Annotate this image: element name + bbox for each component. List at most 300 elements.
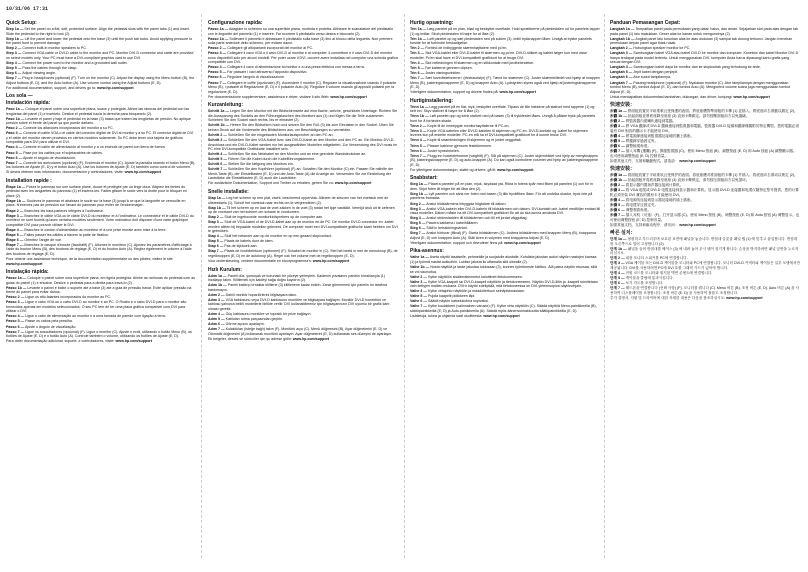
step-item <box>6 107 196 116</box>
step-label: Passo 2 — <box>6 295 25 300</box>
step-item <box>208 327 398 336</box>
step-label: Langkah 6 — <box>610 75 633 80</box>
support-link[interactable]: www.hp.com/support <box>6 261 43 266</box>
step-item <box>610 247 800 256</box>
step-text: Schließen Sie den Kopfhörer (optional) (F) an. Schalten Sie den Monitor (C) ein. Passen Sie mithilfe der Menü-Taste (B), der Einstelltasten (E, D) und der Auto-Taste (A) die Anzeige an. Verwenden Sie zur Einstellung der Lautstärke die Einstelltasten (E, D) auch die Lautstärke. <box>208 167 394 181</box>
step-text: Dahili monitör hoparlörlerini bilgisayara takın. <box>225 292 298 297</box>
step-item <box>410 124 600 129</box>
step-label: Étape 5 — <box>6 232 24 237</box>
step-text: Slut netledningen til skærmen og en stikkontakt med jordforbindelse. <box>425 60 535 65</box>
step-item <box>6 214 196 228</box>
step-item <box>610 75 800 80</box>
step-item <box>610 276 800 281</box>
step-item <box>208 81 398 95</box>
step-text: Nosta näyttöä ja laske jalustaa tukiosaan (3), kunnes työntöneste lukittuu. Älä paina näytön etuosaa, sillä se voi vaurioitua. <box>410 265 598 274</box>
support-link[interactable]: www.hp.com/support <box>497 167 534 172</box>
step-label: Trinn 7 — <box>410 153 427 158</box>
step-text: Conecte el cable VGA o el cable del conector digital de DVI al monitor y a su PC. El conector digital de DVI y el cable del monitor vienen provistos en ciertos modelos solamente. Su PC debe tener una tarjeta de gráficos compatible para DVI para utilizar el DVI. <box>6 131 194 145</box>
step-item <box>208 234 398 239</box>
step-text: 將纜線穿過固定夾。 <box>625 138 659 143</box>
support-text: Für zusätzliche Dokumentation, Support und Treiber zu erhalten, gehen Sie zu: <box>208 181 334 186</box>
step-item <box>410 192 600 201</box>
step-label: Adım 5 — <box>208 317 225 322</box>
support-text: Ek belgeler, destek ve sürücüler için şu adrese gidin: <box>208 336 292 341</box>
support-link[interactable]: www.hp.com/support <box>504 240 541 245</box>
step-label: Stap 5 — <box>208 239 224 244</box>
step-item <box>208 215 398 220</box>
instruction-section <box>610 102 800 163</box>
step-label: Vaihe 4 — <box>410 289 427 294</box>
step-label: Paso 7 — <box>6 160 23 165</box>
step-text: Ligue os alto-falantes incorporados do monitor ao PC. <box>25 295 112 300</box>
step-text: 케이블을 클립에 통과시킵니다. <box>625 276 674 281</box>
step-label: 단계 6 — <box>610 281 625 286</box>
step-text: Kulaklıkları (isteğe bağlı) takın (F). Monitörü açın (C). Menü düğmesini (B), Ayar düğmelerini (E, D) ve Otomatik düğmesini (A) kullanarak monitörü ayarlayın. Ayar düğmelerini (E, D) kullanarak ses düzeyini de ayarlayın. <box>208 327 393 336</box>
step-item <box>208 312 398 317</box>
step-text: Atur sudut tampilannya. <box>633 75 671 80</box>
print-stamp: 10/31/06 17:31 <box>6 6 49 12</box>
step-text: 将面板放置于平坦柔软且受保护的表面。将底座槽对准面板的卡榫 (1) 并插入。将底座向右滑动以锁定 (2)。 <box>627 173 798 178</box>
step-item <box>208 244 398 249</box>
step-label: Passo 2 — <box>208 46 227 51</box>
step-text: Ligue o cabo de alimentação ao monitor e a uma tomada de parede com ligação à terra. <box>25 314 166 319</box>
step-text: Soulevez le panneau et abaissez le socle sur la base (3) jusqu'à ce que la languette se verrouille en place. N'exercez pas de pression sur l'avant du panneau pour éviter de l'endommager. <box>6 198 186 208</box>
step-label: Paso 5 — <box>6 150 23 155</box>
step-text: 將電源線連接到監視器及接地的牆上插座。 <box>625 133 695 138</box>
step-item <box>410 154 600 168</box>
step-label: 步驟 2 — <box>610 119 625 124</box>
step-text: Levante o painel e baixe o suporte até a base (3) até a guia de pressão travar. Evite aplicar pressão na frente do painel para evitar danos. <box>6 285 192 295</box>
step-label: Schritt 7 — <box>208 167 227 172</box>
section-subtitle: Instalación rápida: <box>6 100 51 107</box>
step-label: Steg 3 — <box>410 206 426 211</box>
step-text: 헤드폰을 연결합니다 (선택 사항) (F). 모니터를 켭니다 (C). Menu 버튼 (B), 조정 버튼 (E, D), Auto 버튼 (A) 을 사용하여 디스플레이를 조정합니다. 조정 버튼 (E, D) 을 사용하여 볼륨도 조정합니다. <box>610 286 799 295</box>
step-label: 步骤 4 — <box>610 197 625 202</box>
step-text: Pujota kaapelit pidikkeen läpi. <box>427 294 476 299</box>
step-item <box>410 138 600 143</box>
step-item <box>610 208 800 213</box>
step-text: Kytke näyttöön sisäänrakennetut kaiuttimet tietokoneeseen. <box>427 274 523 279</box>
support-footer <box>208 95 398 100</box>
step-item <box>610 261 800 270</box>
step-text: Paneli kaldırıp tırnaklar kilitlene (3) kilitlenene kadar indirin. Zarar görmemesi için panelin ön tarafına bastırmayın. <box>208 283 387 292</box>
support-footer <box>610 159 800 164</box>
step-item <box>610 271 800 276</box>
step-label: Trinn 4 — <box>410 138 427 143</box>
step-label: Passo 4 — <box>6 314 25 319</box>
step-label: Stap 1b — <box>208 205 226 210</box>
support-link[interactable]: www.hp.com/support <box>733 94 770 99</box>
step-label: Step 1a — <box>6 27 24 31</box>
step-item <box>208 196 398 205</box>
step-label: 步驟 1b — <box>610 114 627 119</box>
step-text: 将电源线连接到显示器及接地的墙上插座。 <box>625 197 695 202</box>
section-title: Panduan Pemasangan Cepat: <box>610 20 681 26</box>
step-label: Paso 1a — <box>6 107 25 112</box>
support-footer <box>410 314 600 319</box>
step-text: Führen Sie die Kabel durch die Kabelführungsklemme. <box>227 157 316 162</box>
step-label: Steg 6 — <box>410 226 426 231</box>
step-label: Adım 1a — <box>208 273 227 278</box>
step-item <box>6 319 196 324</box>
step-label: 단계 7 — <box>610 286 625 291</box>
support-footer <box>208 181 398 186</box>
step-item <box>6 161 196 170</box>
step-label: Trin 5 — <box>410 65 425 70</box>
step-item <box>208 138 398 152</box>
support-footer <box>410 90 600 95</box>
step-label: 步驟 1a — <box>610 109 627 114</box>
step-text: Heben Sie den Bildschirm hoch und setzen Sie den Fuß (3) bis zum Einrasten in den Sockel. Üben Sie keinen Druck auf die Vorderseite des Bildschirms aus, um Beschädigungen zu vermeiden. <box>208 123 394 132</box>
step-item <box>208 65 398 70</box>
step-text: Angkat panel lalu turunkan alas ke atas dudukan (3) sampai tab dorong terkunci. Jangan menekan permukaan depan panel agar tidak rusak. <box>610 36 793 46</box>
section-title: 빠른 설치: <box>610 230 633 237</box>
step-label: Adım 7 — <box>208 327 225 332</box>
column-4 <box>610 20 800 303</box>
step-item <box>410 221 600 226</box>
step-text: Branchez le cordon d'alimentation au moniteur et à une prise murale avec mise à la terre. <box>24 227 167 232</box>
step-text: Leg het scherm op een plat, zacht, beschermd oppervlak. Allineer de sleuven van het voetstuk met de uitsteeksels (1). Schuif het voetstuk naar rechts om te vergrendelen (2). <box>208 195 389 205</box>
step-item <box>410 289 600 294</box>
step-text: Løft panelet opp og senk stativet ned på basen (3) til trykkfestet låses. Unngå å påføre trykk på panelets front for å forhindre skade. <box>410 114 596 123</box>
step-text: Til het scherm op en laat de voet zakken in de voet (3) totdat het lipje vastklikt. Vermijd druk uit te oefenen op de voorkant van het scherm om schade te voorkomen. <box>208 205 395 215</box>
step-item <box>6 76 196 85</box>
step-label: Trin 7 — <box>410 75 425 80</box>
step-label: Trin 1a — <box>410 27 427 31</box>
step-label: Langkah 1a — <box>610 27 635 31</box>
step-text: Aseta näyttö tasaiselle, pehmeälle ja suojatulle alustalle. Kohdista jalustan aukot näytön nastojen kanssa (1) ja työnnä nastat aukkoihin. Lukitse jalusta liu'uttamalla sitä oikealle (2). <box>410 255 597 264</box>
step-text: 插入耳機 (選購) (F)。開啟監視器 (C)。使用 Menu 按鈕 (B)、調整按鈕 (E, D) 和 Auto 按鈕 (A) 調整顯示器。也可使用調整按鈕 (E, D) 控制音量。 <box>610 149 797 158</box>
step-text: Lift the panel and lower the pedestal onto the base (3) until the push tab locks. Avoid applying pressure to the panel front to prevent damage. <box>6 36 193 46</box>
step-label: 步驟 5 — <box>610 138 625 143</box>
step-item <box>610 27 800 36</box>
support-link[interactable]: www.hp.com/support <box>679 158 716 163</box>
step-text: Collegare il cavo di alimentazione al monitor e a una presa elettrica con messa a terra. <box>227 65 365 70</box>
step-label: Vaihe 2 — <box>410 274 427 279</box>
step-text: Passe os cabos pela presilha. <box>25 319 73 324</box>
step-text: Stellen Sie die Neigung des Monitors ein. <box>227 162 294 167</box>
step-text: Sæt hovedtelefonerne i (ekstraudstyr) (F). Tænd for skærmen (C). Juster skærmbilledet ved hjælp af knappen Menu (B), justeringsknapperne (E, D) og knappen Auto (A). Lydstyrken styres også ved hjælp af justeringsknapperne (E, D). <box>410 75 600 90</box>
step-item <box>6 151 196 156</box>
step-text: Kytke virtajohto näyttöön ja maadoitettuun seinäpistorasiaan. <box>427 289 525 294</box>
step-item <box>410 71 600 76</box>
step-item <box>610 213 800 222</box>
support-link[interactable]: www.hp.com/support <box>124 170 162 175</box>
step-item <box>208 123 398 132</box>
step-item <box>410 46 600 51</box>
step-label: Passo 5 — <box>208 70 227 75</box>
step-item <box>610 70 800 75</box>
step-label: Passo 1a — <box>208 27 229 31</box>
step-label: 步驟 7 — <box>610 149 625 154</box>
step-item <box>6 117 196 126</box>
step-item <box>410 226 600 231</box>
step-text: Paneli düz, yumuşak ve korunaklı bir yüzeye yerleştirin. Kaidenin yuvalarını panelin tırnaklarıyla (1) hizalayıp takın. Kilitlemek için kaideyi sağa doğru kaydırın (2). <box>208 273 385 283</box>
step-text: Görme açısını ayarlayın. <box>225 322 265 327</box>
step-item <box>610 188 800 197</box>
step-text: Branchez le câble VGA ou le câble DVI-D du moniteur et à l'ordinateur. Le connecteur et le câble DVI-D du moniteur ne sont fournis qu'avec certains modèles seulement. Votre ordinateur doit disposer d'une carte graphique compatible DVI pour pouvoir utiliser le DVI. <box>6 213 194 227</box>
step-text: Far passare i cavi attraverso l'apposito dispositivo. <box>227 70 308 75</box>
step-item <box>410 299 600 304</box>
step-label: Trinn 6 — <box>410 148 427 153</box>
step-label: Schritt 3 — <box>208 137 227 142</box>
instruction-section <box>410 98 600 173</box>
step-item <box>208 152 398 157</box>
step-text: Sluit de ingebouwde monitorluidsprekers op de computer aan. <box>224 215 324 220</box>
support-link[interactable]: www.hp.com/support <box>334 181 372 186</box>
step-label: Vaihe 7 — <box>410 304 427 309</box>
step-text: Conecte los auriculares (opcional) (F). Encienda el monitor (C). Ajuste la pantalla usando el botón Menú (B), los botones de Ajuste (E, D) y el botón Auto (A). Use los botones de Ajuste (E, D) también como control de volumen. <box>6 160 196 170</box>
step-label: Steg 7 — <box>410 231 426 236</box>
support-text: Voor ondersteuning, verdere documentatie en stuurprogramma's: <box>208 259 312 264</box>
step-label: Trin 4 — <box>410 60 425 65</box>
support-footer <box>208 259 398 264</box>
step-label: Stap 6 — <box>208 244 224 249</box>
step-item <box>6 61 196 66</box>
step-item <box>208 206 398 215</box>
support-text: Pour obtenir une assistance technique, de la documentation supplémentaire ou des pilotes, visitez le site <box>6 256 173 261</box>
step-item <box>410 182 600 191</box>
support-link[interactable]: www.hp.com/support <box>312 259 350 264</box>
support-link[interactable]: www.hp.com/support <box>726 295 763 300</box>
step-item <box>208 157 398 162</box>
step-label: Étape 1a — <box>6 184 26 189</box>
step-text: Ställ in betraktningsvinkel. <box>426 226 468 231</box>
step-label: Trinn 3 — <box>410 128 427 133</box>
step-text: 내장 모니터 스피커를 PC에 연결합니다. <box>625 256 688 261</box>
step-item <box>6 233 196 238</box>
support-link[interactable]: www.hp.com/support <box>483 313 520 318</box>
step-label: 단계 1b — <box>610 246 627 251</box>
step-text: Før kablerne gennem clipsen. <box>425 65 473 70</box>
instruction-section <box>208 102 398 186</box>
step-item <box>208 46 398 51</box>
support-text: For ytterligere dokumentasjon, støtte og drivere, gå til: <box>410 167 497 172</box>
step-item <box>6 238 196 243</box>
support-link[interactable]: www.hp.com/support <box>499 90 536 95</box>
step-item <box>410 304 600 313</box>
step-text: VGA 케이블 또는 DVI-D 케이블을 모니터와 PC에 연결합니다. 모니터 DVI-D 커넥터와 케이블은 일부 모델에서만 제공됩니다. DVI를 사용하려면 PC에 DVI 호환 그래픽 카드가 있어야 합니다. <box>610 261 800 271</box>
step-label: 步骤 1a — <box>610 173 627 178</box>
step-item <box>410 114 600 123</box>
step-label: 步骤 2 — <box>610 183 625 188</box>
support-link[interactable]: www.hp.com/support <box>115 339 152 344</box>
section-title: 快速安裝： <box>610 102 636 109</box>
step-text: Kople VGA-kabelen eller DVI-D-kabelen til skjermen og PC-en. DVI-D-kontakt og -kabel for skjermen leveres kun på enkelte modeller. PC-en må ha et DVI-kompatibelt grafikkort for å kunne bruke DVI. <box>410 128 588 138</box>
step-item <box>208 274 398 283</box>
step-text: Schließen Sie den VGA-Kabel bzw. das DVI-D-Kabel an den Monitor und den PC an. Ein Monitor-DVI-D-Anschluss und ein DVI-D-Kabel werden nur bei ausgewählten Modellen mitgeliefert. Zur Verwendung des DVI muss im PC eine DVI-kompatible Grafikkarte installiert sein. <box>208 137 397 152</box>
instruction-section <box>410 20 600 95</box>
step-label: 단계 4 — <box>610 271 625 276</box>
support-footer <box>208 337 398 342</box>
support-text: Per documentazione supplementare, assistenza e driver, visitare il sito Web: <box>208 94 330 99</box>
step-item <box>208 239 398 244</box>
step-label: Trinn 1b — <box>410 114 429 119</box>
step-label: Langkah 3 — <box>610 51 633 56</box>
step-item <box>208 133 398 138</box>
instruction-section <box>6 93 196 175</box>
step-text: Kabloları tutma parçasından geçirin. <box>225 317 284 322</box>
step-label: Étape 7 — <box>6 242 24 247</box>
step-text: Posez le panneau sur une surface plane, douce et protégée par un linge doux. Alignez les fentes du pedestal avec les languettes du panneau (1) et insérez-les. Faites glisser le socle vers la droite pour le bloquer en place (2). <box>6 184 187 198</box>
step-label: 步驟 3 — <box>610 124 625 129</box>
step-label: Paso 1b — <box>6 116 25 121</box>
step-label: Trin 3 — <box>410 51 425 56</box>
step-item <box>410 255 600 264</box>
step-item <box>610 139 800 144</box>
instruction-section <box>208 189 398 264</box>
step-item <box>6 314 196 319</box>
step-label: 步驟 4 — <box>610 133 625 138</box>
support-footer <box>610 223 800 228</box>
step-label: Étape 1b — <box>6 198 26 203</box>
support-text: For additional documentation, support, and drivers go to: <box>6 85 97 90</box>
step-label: Adım 6 — <box>208 322 225 327</box>
step-text: Legg panelet på en flat, myk, beskyttet overflate. Tilpass de lille hakkene på stativet med tappene (1) og sett inn. Skyv stativet til høyre for å låse (2). <box>410 104 595 114</box>
support-text: Lisätietoja, tukea ja ohjaimia saat osoitteesta: <box>410 313 483 318</box>
step-label: 步骤 5 — <box>610 203 625 207</box>
column-2 <box>208 20 398 344</box>
step-label: Vaihe 5 — <box>410 294 427 299</box>
step-text: Læg panelet på en plan, blød og beskyttet overflade. Hold sprækkerne på piedestalen ud for panelets tapper (1) og indfør. Skub piedestalen til højre for at låse (2). <box>410 27 600 36</box>
step-label: Étape 3 — <box>6 213 24 218</box>
step-text: Ligue os auscultadores (opcional) (F). Ligue o monitor (C). Ajuste o ecrã, utilizando o botão Menu (B), os botões de Ajuste (E, D) e o botão Auto (A). Controle também o volume, utilizando os botões de Ajuste (E, D). <box>6 329 192 339</box>
step-item <box>410 207 600 216</box>
step-label: Step 2 — <box>6 46 22 51</box>
step-label: Passo 1b — <box>208 36 229 41</box>
step-item <box>410 37 600 46</box>
step-text: Faites passer les câbles à travers la patte de fixation. <box>24 232 110 237</box>
support-footer <box>410 241 600 246</box>
step-label: 步驟 6 — <box>610 144 625 149</box>
step-label: 단계 2 — <box>610 256 625 261</box>
step-item <box>410 294 600 299</box>
section-title: Pika-asennus: <box>410 248 444 255</box>
step-label: Trinn 1a — <box>410 104 429 109</box>
step-label: Step 1b — <box>6 36 24 41</box>
step-item <box>6 228 196 233</box>
step-item <box>610 134 800 139</box>
step-item <box>6 276 196 285</box>
support-text: 如需其他文档、支持和驱动程序，请访问： <box>610 222 679 227</box>
step-text: Kytke VGA-kaapeli tai DVI-D-kaapeli näyttöön ja tietokoneeseen. Näytön DVI-D-liitin ja -kaapeli toimitetaan vain tiettyjen mallien mukana. DVI:n käyttö edellyttää, että tietokoneessa on DVI-yhteensopiva näytönohjain. <box>410 279 598 289</box>
step-text: Pasang headphone (opsional) (F). Nyalakan monitor (C). Atur tampilannya dengan menggunakan tombol Menu (B), tombol Adjust (E, D), dan tombol Auto (A). Mengontrol volume suara juga menggunakan tombol Adjust (E, D). <box>610 80 791 94</box>
step-item <box>6 51 196 60</box>
step-item <box>410 202 600 207</box>
step-text: 抬起面板並將底座降至底座 (3) 直到卡榫鎖定。請勿按壓面板前方以免損壞。 <box>627 114 750 119</box>
step-label: Stap 7 — <box>208 249 224 254</box>
section-title: Kurzanleitung: <box>208 102 243 109</box>
step-item <box>610 124 800 133</box>
step-item <box>6 126 196 131</box>
step-label: Trin 6 — <box>410 70 425 75</box>
step-label: 단계 5 — <box>610 276 625 281</box>
step-label: Stap 1a — <box>208 195 226 200</box>
step-text: Tempatkan panel pada permukaan yang datar, halus, dan aman. Sejajarkan slot pada alas dengan tab pada panel (1) lalu masukkan. Geser alas ke kanan untuk menguncinya (2). <box>610 27 799 36</box>
step-label: Passo 1a — <box>6 276 27 281</box>
step-item <box>208 51 398 65</box>
instruction-section <box>410 175 600 245</box>
step-text: Schließen Sie das Netzkabel an den Monitor und an eine geerdete Wandsteckdose an. <box>227 152 367 157</box>
step-text: Connect VGA cable or DVI-D cable to the monitor and PC. Monitor DVI-D connector and cable are provided on select models only. Your PC must have a DVI-compliant graphics card to use DVI. <box>6 51 194 60</box>
step-label: Passo 3 — <box>6 300 25 305</box>
step-label: Passo 1b — <box>6 285 27 290</box>
step-text: Conecte el cable de alimentación al monitor y a un enchufe de pared con tierra de fuerza. <box>23 145 166 150</box>
support-text: Para obter documentação adicional, suporte, e controladores, visite: <box>6 339 115 344</box>
step-text: Anslut VGA-kabeln eller DVI-D-kabeln till bildskärmen och datorn. DVI-kontakt och -kabel medföljer endast till vissa modeller. Datorn måste ha ett DVI-kompatibelt grafikkort för att du ska kunna använda DVI. <box>410 206 600 216</box>
step-label: 단계 1a — <box>610 237 627 242</box>
step-text: Plasser kablene gjennom festeklemmen. <box>427 143 493 148</box>
support-link[interactable]: www.hp.com/support <box>679 222 716 227</box>
step-item <box>610 65 800 70</box>
step-item <box>610 37 800 46</box>
step-label: Passo 6 — <box>208 75 227 80</box>
step-label: Step 6 — <box>6 70 22 75</box>
step-label: Trinn 5 — <box>410 143 427 148</box>
step-label: Schritt 1a — <box>208 109 229 114</box>
step-label: Langkah 7 — <box>610 80 633 85</box>
step-label: Step 3 — <box>6 51 22 56</box>
step-text: 보기 각도를 조정합니다. <box>625 281 664 286</box>
step-text: Coloque o painel sobre uma superfície plana, em tigela protegida. Alinhe as ranhuras do pedestal com as guias do painel (1) e encaixe. Deslize o pedestal para a direita para travá-lo (2). <box>6 276 196 285</box>
step-item <box>208 293 398 298</box>
step-text: Collegare le cuffie (opzionale) (F). Accendere il monitor (C). Regolare la visualizzazione usando il pulsante Menu (B), i pulsanti di Regolazione (E, D) e il pulsante Auto (A). Regolare il volume usando gli appositi pulsanti per la regolazione (E, D). <box>208 80 397 94</box>
step-text: 패널을 들어 받침대를 베이스 (3) 에 내려 놓아 푸시 탭이 잠기게 합니다. 손상을 방지하려면 패널 앞면을 누르지 마십시오. <box>610 246 799 256</box>
step-item <box>208 109 398 123</box>
instruction-section <box>610 166 800 227</box>
step-item <box>6 27 196 36</box>
step-text: 將面板放置於平坦柔軟且受保護的表面。將底座槽對準面板的卡榫 (1) 並插入。將底座向右滑動以鎖定 (2)。 <box>627 109 798 114</box>
step-text: Anslut strömsladden till bildskärmen och till ett jordat vägguttag. <box>426 216 528 221</box>
step-text: 调整观看角度。 <box>625 208 651 213</box>
step-text: Adjust viewing angle. <box>22 70 56 75</box>
step-item <box>6 295 196 300</box>
step-label: Steg 4 — <box>410 216 426 221</box>
section-title: Snelle installatie: <box>208 188 249 195</box>
step-item <box>610 144 800 149</box>
column-divider <box>201 14 202 558</box>
step-text: Kople til strømledningen til skjermen og et jordet vegguttak. <box>427 138 522 143</box>
support-text: Si desea obtener más información, documentación y controladores, visite: <box>6 170 124 175</box>
step-label: Steg 1a — <box>410 182 428 187</box>
step-item <box>6 156 196 161</box>
step-label: Passo 5 — <box>6 319 25 324</box>
step-item <box>410 231 600 240</box>
step-item <box>6 185 196 199</box>
support-link[interactable]: www.hp.com/support <box>97 85 134 90</box>
support-link[interactable]: www.hp.com/support <box>292 336 330 341</box>
step-item <box>410 76 600 90</box>
step-text: 평평하고 부드러우며 보호된 표면에 패널을 놓습니다. 받침대 슬롯을 패널 탭 (1) 에 맞추고 삽입합니다. 받침대를 오른쪽으로 밀어 고정합니다 (2). <box>610 237 798 246</box>
step-text: Slut VGA-kablet eller DVI-D-kablet til skærmen og pc'en. DVI-D-stikket og kablet følger kun med visse modeller. Pc'en skal have et DVI-kompatibelt grafikkort for at bruge DVI. <box>410 51 588 60</box>
step-item <box>6 66 196 71</box>
step-text: Pass the cables through the clasp. <box>22 65 78 70</box>
step-label: Passo 6 — <box>6 324 25 329</box>
step-text: Legen Sie den Monitor mit der Bildschirmseite auf eine flache, weiche, geschützte Unterlage. Richten Sie die Aussparung des Sockels an den Führungslaschen des Monitors aus (1) und fügen Sie die Teile zusammen. Schieben Sie den Sockel nach rechts, bis er einrastet (2). <box>208 109 398 123</box>
step-item <box>410 216 600 221</box>
instruction-section <box>610 230 800 300</box>
step-item <box>6 243 196 257</box>
step-text: Ajuste el ángulo de visualización. <box>23 155 76 160</box>
step-item <box>208 283 398 292</box>
step-text: Sambungkan kabel daya ke monitor dan ke stopkontak yang terhubung ke arde. <box>633 65 761 70</box>
step-item <box>410 27 600 36</box>
step-text: 插入耳机（可选）(F)。打开显示器 (C)。使用 Menu 按钮 (B)、调整按钮 (E, D) 和 Auto 按钮 (A) 调整显示。也可使用调整按钮 (E, D) 控制音量。 <box>610 213 800 222</box>
step-label: Langkah 5 — <box>610 70 633 75</box>
step-text: Branchez les haut-parleurs intégrés à l'ordinateur. <box>24 208 104 213</box>
step-text: Anslut hörlurar (tillval) (F). Starta bildskärmen (C). Justera bildskärmen med knappen Meny (B), knapparna Adjust (E, D) och knappen Auto (A). Ställ även in volymen med knapparna Adjust (E, D). <box>410 231 596 240</box>
support-link[interactable]: www.hp.com/support <box>330 94 367 99</box>
